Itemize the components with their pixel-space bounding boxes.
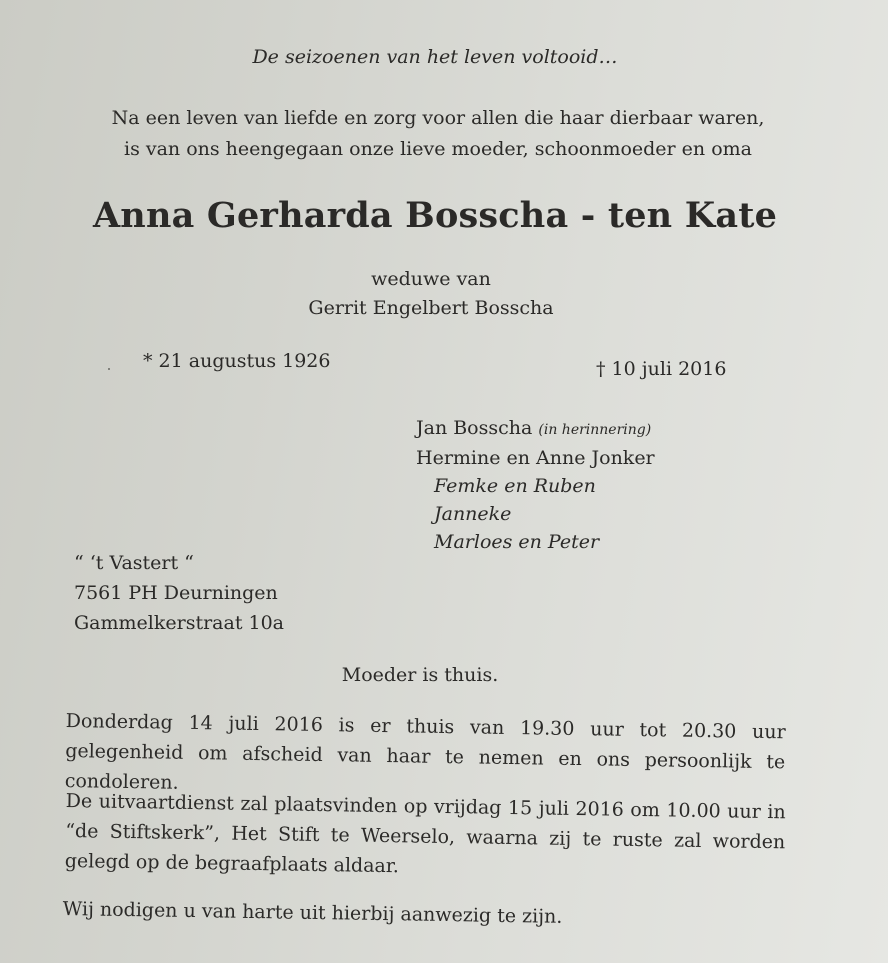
address-block xyxy=(74,548,284,638)
grandchild: Femke en Ruben xyxy=(434,475,596,497)
intro-line-1: Na een leven van liefde en zorg voor allen die haar dierbaar waren, xyxy=(111,107,765,129)
street-address: Gammelkerstraat 10a xyxy=(74,612,285,634)
home-notice: Moeder is thuis. xyxy=(341,664,499,686)
in-memory-note: (in herinnering) xyxy=(538,422,652,438)
postal-city: 7561 PH Deurningen xyxy=(74,582,278,604)
service-paragraph: De uitvaartdienst zal plaatsvinden op vrijdag 15 juli 2016 om 10.00 uur in “de Stiftskerk”, Het Stift te Weerselo, waarna zij te ruste zal worden gelegd op de begraafplaats aldaar. xyxy=(64,789,786,878)
family-list xyxy=(416,414,655,556)
motto: De seizoenen van het leven voltooid… xyxy=(252,46,618,68)
invitation-paragraph: Wij nodigen u van harte uit hierbij aanwezig te zijn. xyxy=(62,897,563,928)
intro-text xyxy=(0,103,876,165)
son-name: Jan Bosscha xyxy=(416,417,533,439)
widow-label: weduwe van xyxy=(371,268,491,290)
family-member xyxy=(416,414,655,444)
visitation-paragraph: Donderdag 14 juli 2016 is er thuis van 19.30 uur tot 20.30 uur gelegenheid om afscheid van haar te nemen en ons persoonlijk te condoleren. xyxy=(64,709,786,794)
family-member: Hermine en Anne Jonker xyxy=(416,447,655,469)
house-name: “ ‘t Vastert “ xyxy=(74,552,194,574)
grandchild: Janneke xyxy=(434,503,512,525)
paper-speck xyxy=(108,368,110,370)
birth-date: * 21 augustus 1926 xyxy=(143,350,331,372)
husband-name: Gerrit Engelbert Bosscha xyxy=(308,297,554,319)
grandchild: Marloes en Peter xyxy=(434,531,600,553)
deceased-name: Anna Gerharda Bosscha - ten Kate xyxy=(92,195,778,236)
death-date: † 10 juli 2016 xyxy=(596,358,727,380)
intro-line-2: is van ons heengegaan onze lieve moeder, schoonmoeder en oma xyxy=(124,138,752,160)
